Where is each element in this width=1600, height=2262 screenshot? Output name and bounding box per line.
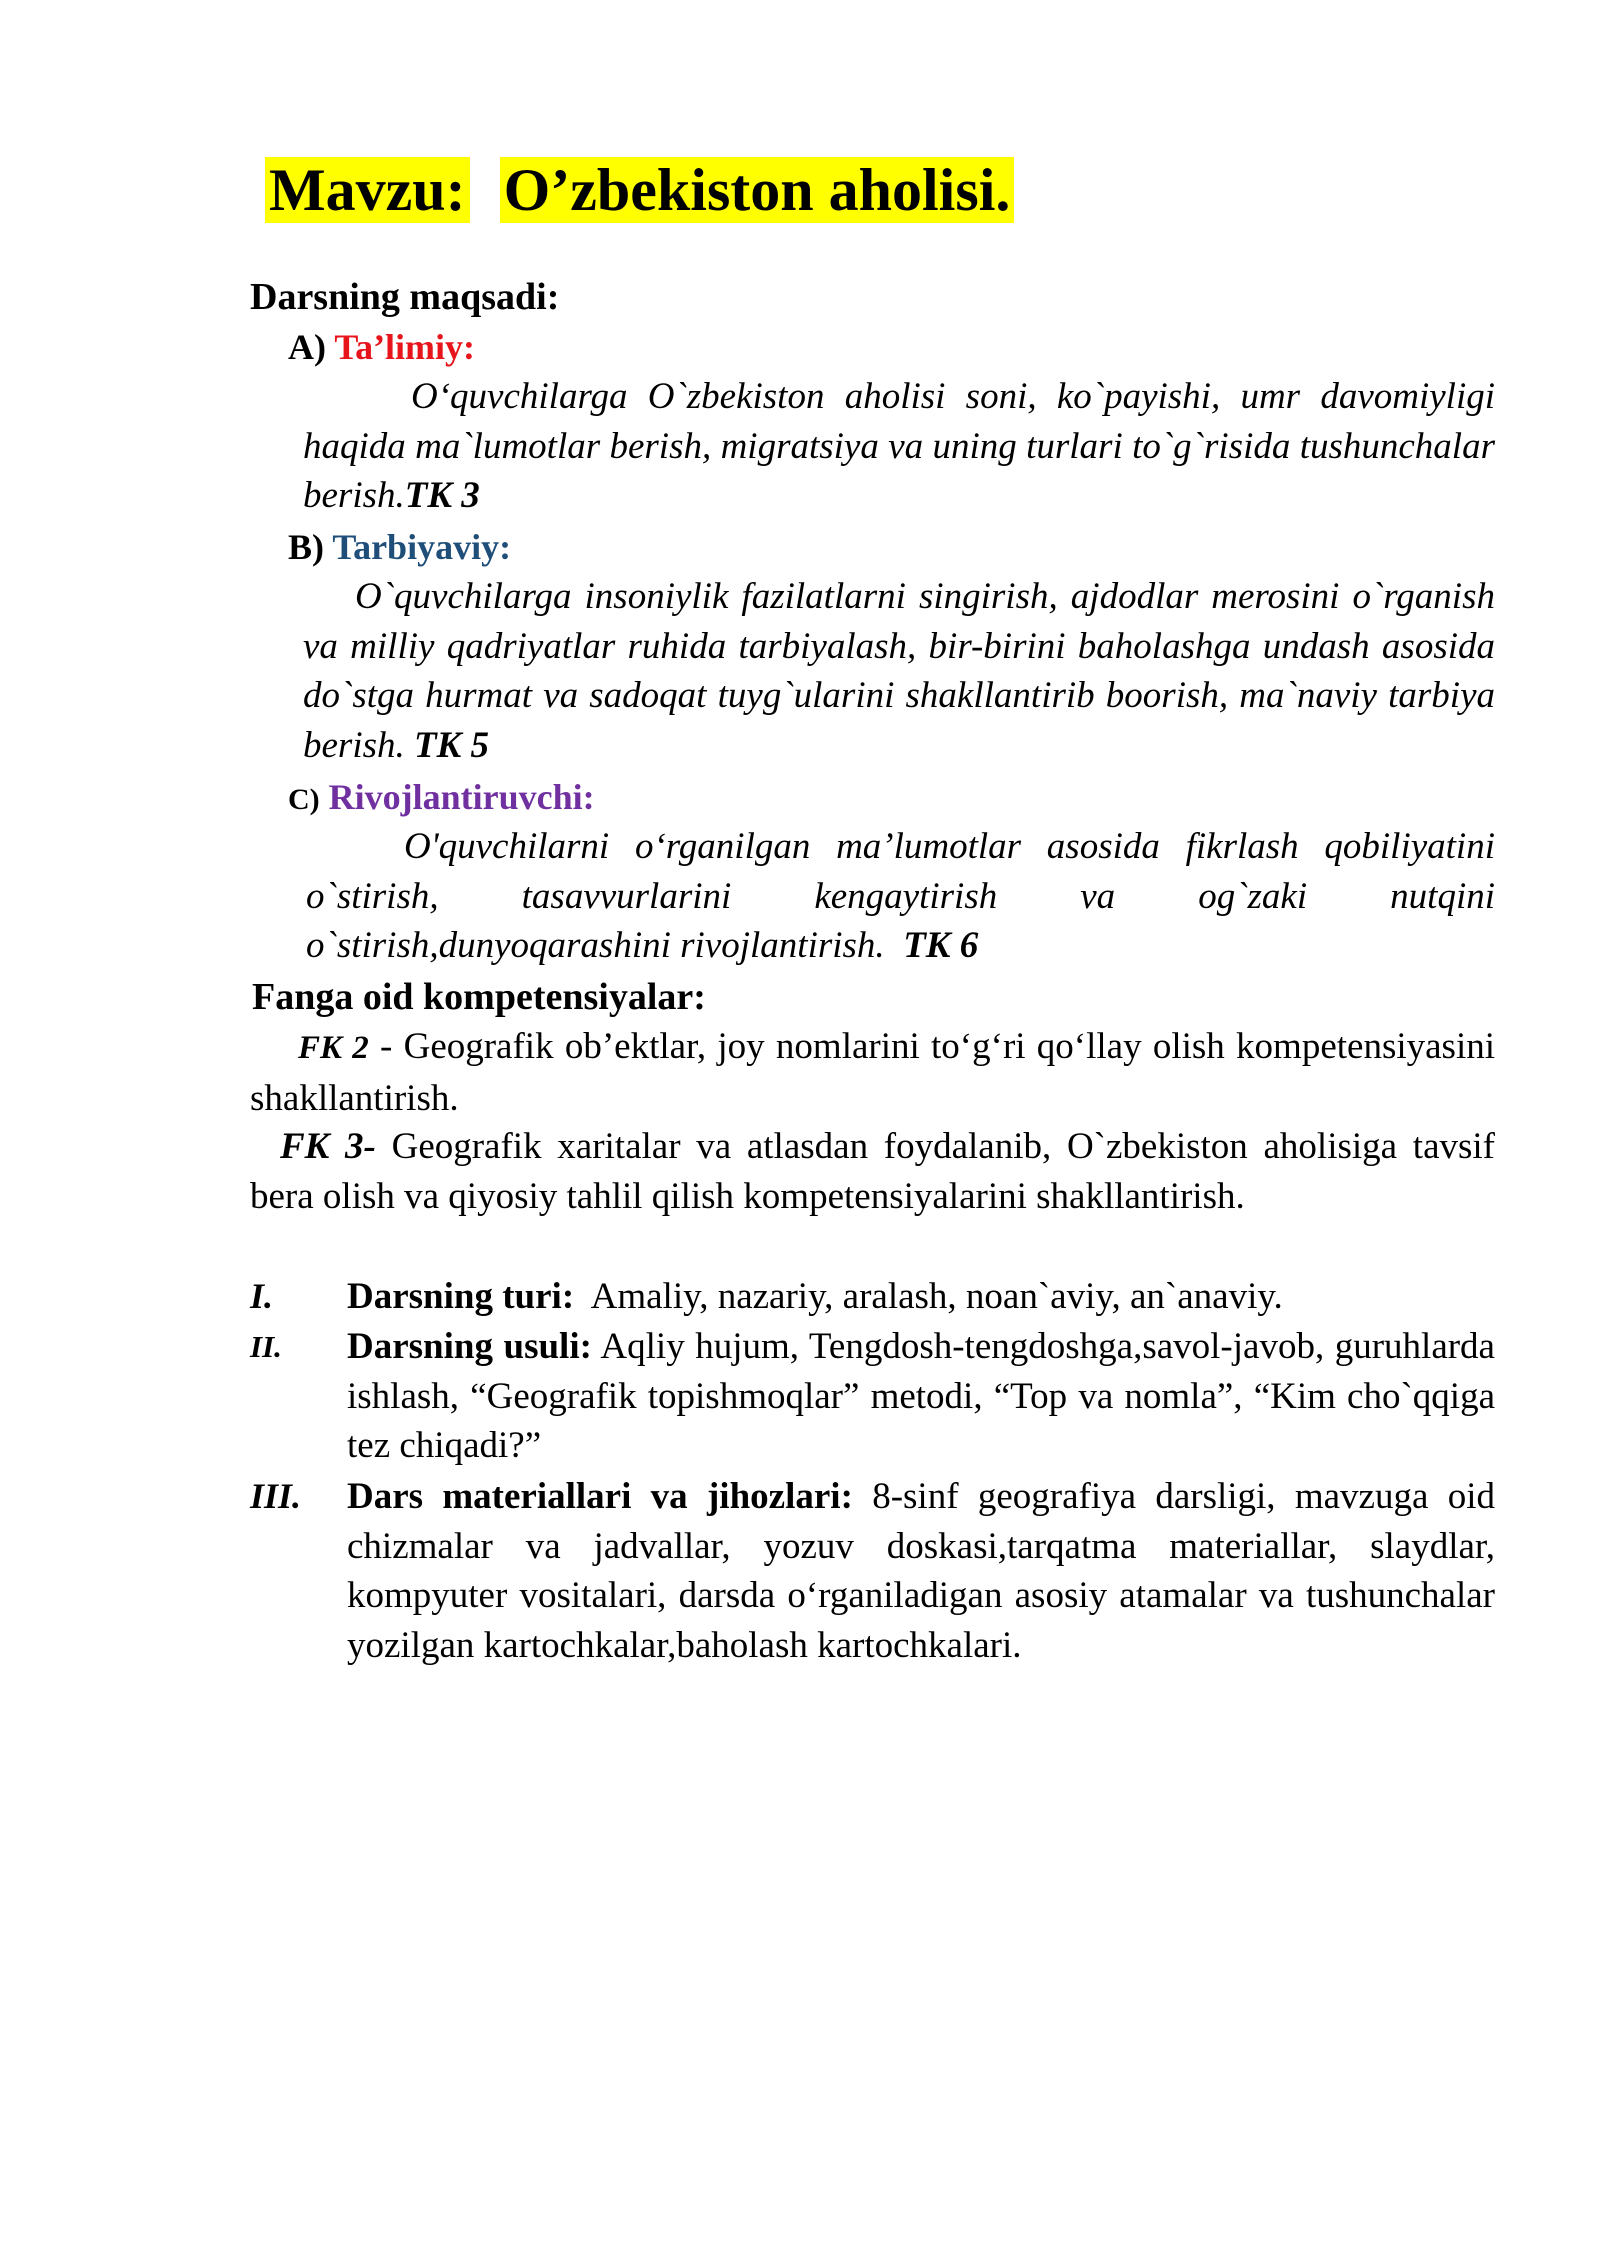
- page-title: [265, 150, 1014, 230]
- goal-c-text: O'quvchilarni o‘rganilgan ma’lumotlar asosida fikrlash qobiliyatini o`stirish, tasavvurlarini kengaytirish va og`zaki nutqini o`stirish,dunyoqarashini rivojlantirish.: [306, 826, 1495, 966]
- list-text-1: Amaliy, nazariy, aralash, noan`aviy, an`anaviy.: [590, 1276, 1283, 1317]
- list-label-3: Dars materiallari va jihozlari:: [347, 1476, 853, 1517]
- list-item-2: [347, 1322, 1495, 1471]
- goal-b-text: O`quvchilarga insoniylik fazilatlarni singirish, ajdodlar merosini o`rganish va milliy qadriyatlar ruhida tarbiyalash, bir-birini baholashga undash asosida do`stga hurmat va sadoqat tuyg`ularini shakllantirib boorish, ma`naviy tarbiya berish.: [303, 576, 1495, 766]
- list-label-1: Darsning turi:: [347, 1276, 575, 1317]
- fk3-code: FK 3-: [280, 1126, 376, 1167]
- goal-b-code: TK 5: [414, 724, 490, 766]
- goal-a-name: Ta’limiy:: [334, 327, 476, 367]
- fk3-text: Geografik xaritalar va atlasdan foydalanib, O`zbekiston aholisiga tavsif bera olish va qiyosiy tahlil qilish kompetensiyalarini shakllantirish.: [250, 1126, 1495, 1217]
- list-item-1: [347, 1272, 1495, 1322]
- goal-a-text-block: [303, 372, 1495, 521]
- list-num-2: II.: [250, 1329, 282, 1364]
- title-topic: O’zbekiston aholisi.: [500, 157, 1015, 223]
- goal-a-code: TK 3: [404, 475, 480, 516]
- fk3-block: [250, 1122, 1495, 1221]
- fk2-code: FK 2: [298, 1030, 369, 1066]
- goal-c-text-block: [306, 822, 1495, 971]
- goal-c-heading: [288, 772, 595, 825]
- fk2-block: [250, 1022, 1495, 1123]
- goal-a-letter: A): [288, 327, 326, 367]
- goal-a-heading: [288, 322, 475, 372]
- goal-b-name: Tarbiyaviy:: [332, 527, 512, 567]
- goal-c-letter: C): [288, 783, 320, 816]
- list-num-1: I.: [250, 1276, 274, 1316]
- fk2-text: - Geografik ob’ektlar, joy nomlarini to‘g‘ri qo‘llay olish kompetensiyasini shakllantirish.: [250, 1026, 1496, 1119]
- list-text-2: Aqliy hujum, Tengdosh-tengdoshga,savol-javob, guruhlarda ishlash, “Geografik topishmoqlar” metodi, “Top va nomla”, “Kim cho`qqiga tez chiqadi?”: [347, 1326, 1495, 1466]
- goal-a-text: O‘quvchilarga O`zbekiston aholisi soni, ko`payishi, umr davomiyligi haqida ma`lumotlar berish, migratsiya va uning turlari to`g`risida tushunchalar berish.: [303, 376, 1495, 516]
- list-num-3: III.: [250, 1476, 302, 1516]
- list-label-2: Darsning usuli:: [347, 1326, 592, 1367]
- list-text-3: 8-sinf geografiya darsligi, mavzuga oid chizmalar va jadvallar, yozuv doskasi,tarqatma materiallar, slaydlar, kompyuter vositalari, darsda o‘rganiladigan asosiy atamalar va tushunchalar yozilgan kartochkalar,baholash kartochkalari.: [347, 1476, 1495, 1666]
- goal-b-heading: [288, 522, 511, 572]
- list-item-3: [347, 1472, 1495, 1670]
- goal-b-text-block: [303, 572, 1495, 770]
- goal-c-name: Rivojlantiruvchi:: [328, 777, 595, 817]
- title-label: Mavzu:: [265, 157, 470, 223]
- goals-heading: Darsning maqsadi:: [250, 276, 560, 318]
- goal-c-code: TK 6: [903, 925, 979, 966]
- goal-b-letter: B): [288, 527, 324, 567]
- competencies-heading: Fanga oid kompetensiyalar:: [252, 976, 706, 1018]
